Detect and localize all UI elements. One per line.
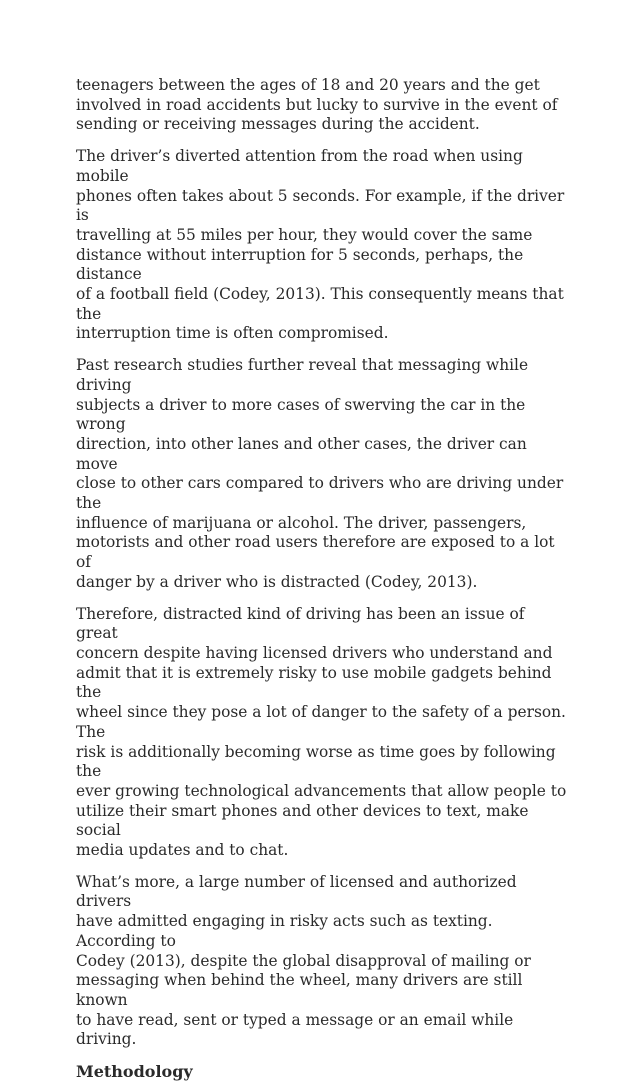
document-body <box>76 76 570 1082</box>
paragraph-diverted-attention: The driver’s diverted attention from the road when using mobile phones often takes about 5 seconds. For example, if the driver is travelling at 55 miles per hour, they would cover the same distance without interruption for 5 seconds, perhaps, the distance of a football field (Codey, 2013). This consequently means that the interruption time is often compromised. <box>76 147 565 343</box>
paragraph-distracted-driving-concern: Therefore, distracted kind of driving has been an issue of great concern despite having licensed drivers who understand and admit that it is extremely risky to use mobile gadgets behind the wheel since they pose a lot of danger to the safety of a person. The risk is additionally becoming worse as time goes by following the ever growing technological advancements that allow people to utilize their smart phones and other devices to text, make social media updates and to chat. <box>76 604 567 860</box>
paragraph-past-research: Past research studies further reveal that messaging while driving subjects a driver to more cases of swerving the car in the wrong direction, into other lanes and other cases, the driver can move close to other cars compared to drivers who are driving under the influence of marijuana or alcohol. The driver, passengers, motorists and other road users therefore are exposed to a lot of danger by a driver who is distracted (Codey, 2013). <box>76 356 564 591</box>
paragraph-teen-accidents: teenagers between the ages of 18 and 20 years and the get involved in road accidents but lucky to survive in the event of sending or receiving messages during the accident. <box>76 76 558 134</box>
section-heading-methodology: Methodology <box>76 1062 193 1082</box>
paragraph-licensed-drivers-texting: What’s more, a large number of licensed and authorized drivers have admitted engaging in risky acts such as texting. According to Codey (2013), despite the global disapproval of mailing or messaging when behind the wheel, many drivers are still known to have read, sent or typed a message or an email while driving. <box>76 872 531 1049</box>
